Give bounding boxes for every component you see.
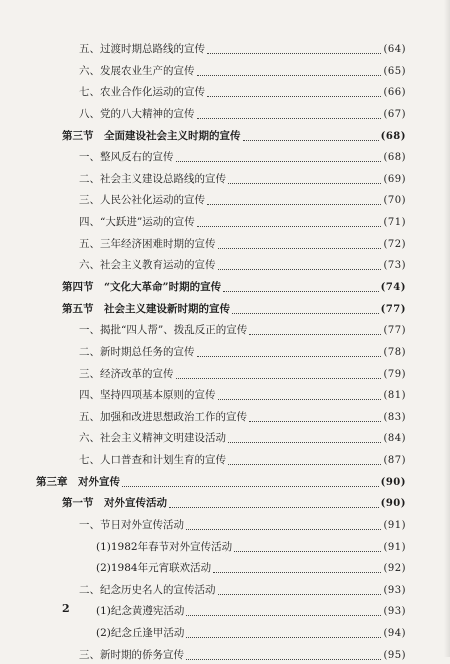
toc-entry-page: (84) [383,433,406,445]
toc-leader-dots [228,174,381,184]
toc-entry-title: 第四节 “文化大革命”时期的宣传 [62,280,222,293]
toc-leader-dots [197,347,382,357]
toc-entry-title: 三、经济改革的宣传 [79,367,174,380]
toc-entry [62,301,406,317]
page-number: 2 [62,602,70,615]
toc-entry-title: (1)1982年春节对外宣传活动 [96,540,233,553]
toc-entry [79,192,406,208]
toc-entry-page: (77) [380,303,406,315]
toc-entry-page: (87) [383,455,406,466]
toc-entry-page: (78) [383,346,406,358]
toc-entry-page: (81) [383,390,406,402]
toc-entry [79,214,406,230]
toc-entry-title: 三、新时期的侨务宣传 [79,648,184,661]
toc-entry [79,84,406,100]
toc-entry-page: (65) [383,65,406,77]
toc-entry-page: (68) [383,152,406,164]
toc-entry-page: (73) [383,260,406,272]
toc-entry-page: (83) [383,411,406,423]
toc-leader-dots [197,217,382,227]
toc-entry-title: 六、发展农业生产的宣传 [79,64,195,77]
toc-leader-dots [228,455,381,465]
toc-entry-title: 二、社会主义建设总路线的宣传 [79,172,226,185]
toc-entry [62,495,406,511]
toc-leader-dots [218,260,382,270]
toc-leader-dots [232,304,379,314]
toc-entry [79,106,406,122]
toc-leader-dots [169,498,379,508]
page-edge-shadow [444,0,450,657]
toc-entry-page: (90) [380,476,406,488]
toc-entry-title: (2)1984年元宵联欢活动 [96,562,212,575]
toc-entry-page: (94) [383,628,406,639]
toc-entry-title: 六、社会主义教育运动的宣传 [79,259,216,272]
toc-leader-dots [249,412,381,422]
toc-leader-dots [186,606,381,616]
toc-leader-dots [218,585,382,595]
toc-entry-page: (66) [383,87,406,99]
toc-entry-title: 五、加强和改进思想政治工作的宣传 [79,410,247,423]
toc-entry-title: 六、社会主义精神文明建设活动 [79,432,226,445]
toc-entry [79,41,406,57]
toc-entry-page: (64) [383,44,406,55]
toc-entry-page: (67) [383,108,406,120]
toc-entry [62,279,406,295]
toc-entry [79,171,406,187]
toc-entry [96,560,406,576]
toc-entry [79,366,406,382]
toc-entry [79,344,406,360]
toc-entry-page: (72) [383,238,406,250]
toc-leader-dots [218,239,382,249]
toc-leader-dots [176,152,382,162]
toc-entry [79,257,406,273]
toc-entry-title: 二、新时期总任务的宣传 [79,345,195,358]
toc-entry-title: 第三节 全面建设社会主义时期的宣传 [62,129,241,142]
toc-leader-dots [197,109,382,119]
toc-leader-dots [186,650,381,660]
toc-entry [79,387,406,403]
toc-entry-title: (1)纪念黄遵宪活动 [96,605,185,618]
toc-entry [96,625,406,641]
toc-leader-dots [207,87,381,97]
toc-entry-title: 四、坚持四项基本原则的宣传 [79,389,216,402]
toc-entry [79,149,406,165]
toc-entry [79,430,406,446]
toc-leader-dots [207,44,381,54]
toc-entry-page: (93) [383,584,406,596]
toc-entry-page: (71) [383,217,406,228]
toc-entry-page: (91) [383,519,406,531]
toc-leader-dots [186,628,381,638]
toc-entry [79,409,406,425]
toc-entry-title: 第五节 社会主义建设新时期的宣传 [62,302,230,315]
toc-leader-dots [223,282,379,292]
toc-entry [79,647,406,663]
toc-leader-dots [249,325,381,335]
toc-entry-page: (79) [383,368,406,380]
toc-entry [96,539,406,555]
toc-entry-page: (70) [383,195,406,207]
toc-leader-dots [234,542,381,552]
toc-entry-page: (95) [383,649,406,661]
toc-entry [36,474,406,490]
toc-entry-page: (91) [383,541,406,553]
toc-entry-title: (2)纪念丘逢甲活动 [96,627,185,639]
toc-entry-title: 八、党的八大精神的宣传 [79,107,195,120]
toc-leader-dots [207,195,381,205]
toc-leader-dots [243,131,379,141]
toc-entry-title: 第三章 对外宣传 [36,475,120,488]
toc-leader-dots [197,66,382,76]
toc-entry-page: (68) [380,130,406,142]
toc-leader-dots [176,369,382,379]
toc-entry-page: (69) [383,173,406,185]
toc-leader-dots [122,477,379,487]
toc-entry-title: 四、“大跃进”运动的宣传 [79,216,195,228]
toc-entry-title: 三、人民公社化运动的宣传 [79,194,205,207]
toc-leader-dots [228,433,381,443]
toc-entry-title: 一、揭批“四人帮”、拨乱反正的宣传 [79,324,248,337]
toc-entry-page: (93) [383,606,406,618]
toc-entry-title: 五、三年经济困难时期的宣传 [79,237,216,250]
toc-entry-page: (77) [383,325,406,337]
toc-entry [79,582,406,598]
toc-entry [96,603,406,619]
toc-entry-page: (92) [383,563,406,575]
toc-entry [79,63,406,79]
toc-entry-title: 第一节 对外宣传活动 [62,497,167,510]
toc-entry-title: 七、人口普查和计划生育的宣传 [79,454,226,466]
toc-entry-title: 七、农业合作化运动的宣传 [79,86,205,99]
toc-leader-dots [213,563,381,573]
toc-leader-dots [186,520,381,530]
toc-entry [79,517,406,533]
toc-leader-dots [218,390,382,400]
toc-entry-title: 五、过渡时期总路线的宣传 [79,43,205,55]
toc-entry [79,452,406,468]
toc-entry-page: (74) [380,281,406,293]
toc-entry-title: 一、节日对外宣传活动 [79,518,184,531]
toc-entry [62,128,406,144]
toc-entry [79,236,406,252]
toc-entry [79,322,406,338]
toc-entry-title: 二、纪念历史名人的宣传活动 [79,583,216,596]
toc-entry-page: (90) [380,498,406,510]
toc-entry-title: 一、整风反右的宣传 [79,151,174,164]
